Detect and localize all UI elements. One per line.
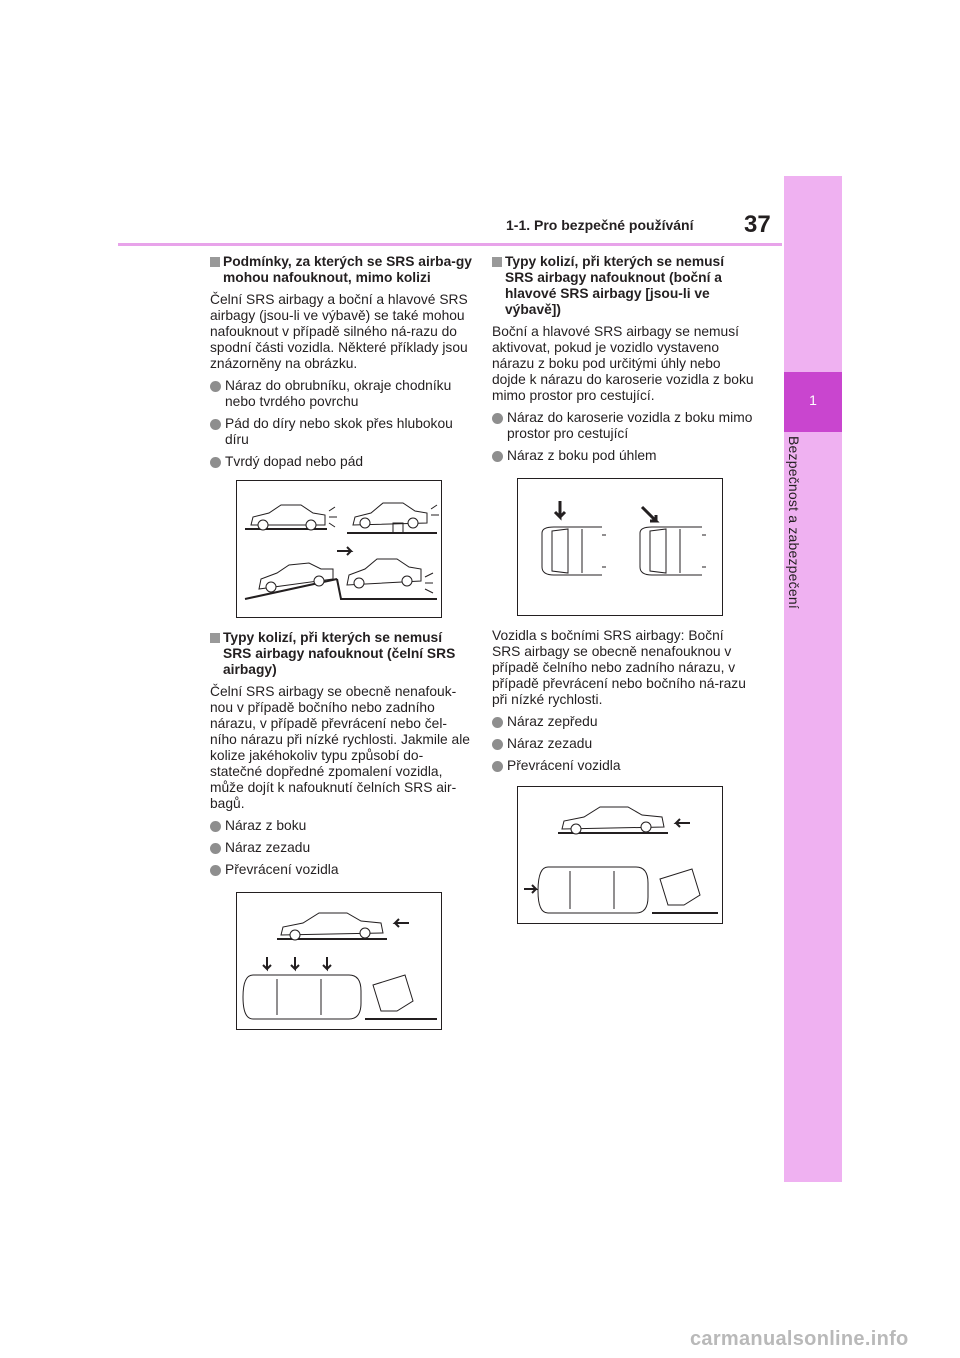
car-collision-types-illustration bbox=[237, 893, 441, 1029]
list-item-text: Převrácení vozidla bbox=[225, 862, 339, 877]
figure-side-rear-rollover bbox=[236, 892, 442, 1030]
circle-bullet-icon bbox=[210, 843, 221, 854]
paragraph: Vozidla s bočními SRS airbagy: Boční SRS airbagy se obecně nenafouknou v případě čelního nebo zadního nárazu, v případě převrácení nebo bočního ná-razu při nízké rychlosti. bbox=[492, 628, 746, 707]
heading-text: Typy kolizí, při kterých se nemusí SRS airbagy nafouknout (boční a hlavové SRS airbagy [jsou-li ve výbavě]) bbox=[505, 254, 725, 317]
section-heading bbox=[210, 630, 472, 678]
circle-bullet-icon bbox=[492, 413, 503, 424]
list-item bbox=[492, 758, 754, 774]
square-bullet-icon bbox=[210, 633, 220, 643]
circle-bullet-icon bbox=[210, 821, 221, 832]
circle-bullet-icon bbox=[210, 419, 221, 430]
figure-undercarriage-impacts bbox=[236, 480, 442, 618]
page-number: 37 bbox=[744, 211, 771, 238]
paragraph: Čelní SRS airbagy a boční a hlavové SRS airbagy (jsou-li ve výbavě) se také mohou nafouknout v případě silného ná-razu do spodní části vozidla. Některé příklady jsou znázorněny na obrázku. bbox=[210, 292, 468, 371]
list-item bbox=[210, 840, 472, 856]
paragraph: Boční a hlavové SRS airbagy se nemusí aktivovat, pokud je vozidlo vystaveno nárazu z boku pod určitými úhly nebo dojde k nárazu do karoserie vozidla z boku mimo prostor pro cestující. bbox=[492, 324, 754, 403]
list-item-text: Náraz zezadu bbox=[507, 736, 593, 751]
list-item-text: Pád do díry nebo skok přes hlubokou díru bbox=[225, 416, 453, 447]
section-heading bbox=[492, 254, 754, 318]
list-item-text: Náraz do karoserie vozidla z boku mimo prostor pro cestující bbox=[507, 410, 753, 441]
header-rule bbox=[118, 243, 782, 246]
heading-text: Podmínky, za kterých se SRS airba-gy mohou nafouknout, mimo kolizi bbox=[223, 254, 472, 285]
list-item bbox=[210, 378, 472, 410]
list-item-text: Náraz z boku pod úhlem bbox=[507, 448, 657, 463]
circle-bullet-icon bbox=[492, 761, 503, 772]
list-item-text: Náraz zezadu bbox=[225, 840, 311, 855]
section-heading bbox=[210, 254, 472, 286]
heading-text: Typy kolizí, při kterých se nemusí SRS airbagy nafouknout (čelní SRS airbagy) bbox=[223, 630, 456, 677]
list-item bbox=[492, 448, 754, 464]
circle-bullet-icon bbox=[210, 457, 221, 468]
list-item-text: Tvrdý dopad nebo pád bbox=[225, 454, 364, 469]
chapter-side-tab[interactable] bbox=[784, 176, 842, 1182]
right-column bbox=[492, 254, 754, 936]
chapter-number: 1 bbox=[809, 392, 817, 408]
circle-bullet-icon bbox=[492, 451, 503, 462]
list-item bbox=[492, 714, 754, 730]
left-column bbox=[210, 254, 472, 1042]
list-item bbox=[210, 862, 472, 878]
list-item bbox=[492, 410, 754, 442]
list-item bbox=[210, 416, 472, 448]
circle-bullet-icon bbox=[492, 717, 503, 728]
circle-bullet-icon bbox=[492, 739, 503, 750]
square-bullet-icon bbox=[210, 257, 220, 267]
car-collision-types-illustration bbox=[518, 787, 722, 923]
circle-bullet-icon bbox=[210, 865, 221, 876]
figure-front-rear-rollover bbox=[517, 786, 723, 924]
list-item bbox=[210, 818, 472, 834]
car-impact-illustration bbox=[237, 481, 441, 617]
figure-side-impact-angles bbox=[517, 478, 723, 616]
side-impact-illustration bbox=[518, 479, 722, 615]
list-item-text: Náraz z boku bbox=[225, 818, 307, 833]
list-item-text: Náraz do obrubníku, okraje chodníku nebo tvrdého povrchu bbox=[225, 378, 452, 409]
circle-bullet-icon bbox=[210, 381, 221, 392]
list-item-text: Náraz zepředu bbox=[507, 714, 598, 729]
square-bullet-icon bbox=[492, 257, 502, 267]
chapter-label: Bezpečnost a zabezpečení bbox=[786, 436, 802, 609]
list-item-text: Převrácení vozidla bbox=[507, 758, 621, 773]
list-item bbox=[210, 454, 472, 470]
paragraph: Čelní SRS airbagy se obecně nenafouk-nou v případě bočního nebo zadního nárazu, v případě převrácení nebo čel-ního nárazu při nízké rychlosti. Jakmile ale kolize jakéhokoliv typu způsobí do-statečné dopředné zpomalení vozidla, může dojít k nafouknutí čelních SRS air-bagů. bbox=[210, 684, 470, 811]
section-title: 1-1. Pro bezpečné používání bbox=[506, 217, 694, 233]
list-item bbox=[492, 736, 754, 752]
footer-watermark: carmanualsonline.info bbox=[690, 1328, 909, 1350]
